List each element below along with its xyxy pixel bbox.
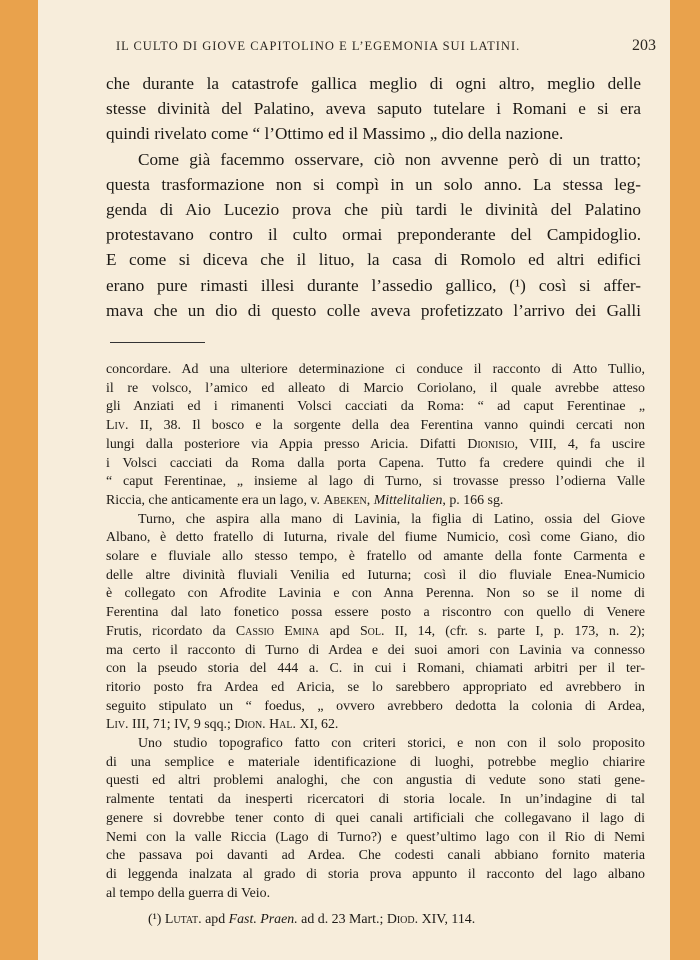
note-line: questi ed altri problemi analoghi, che con angustia di vedute sono stati gene- bbox=[106, 773, 645, 789]
citation-author: Cassio Emina bbox=[235, 623, 320, 639]
note-line: Riccia, che anticamente era un lago, v. Abeken, Mittelitalien, p. 166 sg. bbox=[106, 492, 504, 508]
running-title: IL CULTO DI GIOVE CAPITOLINO E L’EGEMONIA SUI LATINI. bbox=[116, 39, 521, 53]
note-line: al tempo della guerra di Veio. bbox=[106, 885, 271, 901]
note-line: è collegato con Afrodite Lavinia e con Anna Perenna. Non so se il nome di bbox=[106, 586, 645, 602]
note-line: seguito stipulato un “ foedus, „ ovvero avrebbero dedotta la colonia di Ardea, bbox=[106, 698, 645, 714]
note-line: con la pseudo storia del 444 a. C. in cui i Romani, chiamati arbitri per il ter- bbox=[106, 661, 645, 677]
note-line: di leggenda inalzata al grado di storia prova appunto il racconto del lago albano bbox=[106, 866, 645, 882]
note-line: Turno, che aspira alla mano di Lavinia, la figlia di Latino, ossia del Giove bbox=[138, 511, 645, 527]
note-line: Albano, è detto fratello di Iuturna, rivale del fiume Numicio, così come Giano, dio bbox=[106, 530, 645, 546]
main-line: E come si diceva che il lituo, la casa di Romolo ed altri edifici bbox=[106, 250, 641, 270]
main-line: mava che un dio di questo colle aveva profetizzato l’arrivo dei Galli bbox=[106, 300, 641, 320]
note-line: concordare. Ad una ulteriore determinazione ci conduce il racconto di Atto Tullio, bbox=[106, 362, 645, 377]
note-line: ralmente tentati da inesperti ricercatori di storia locale. In un’indagine di tal bbox=[106, 792, 645, 808]
note-line: ritorio posto fra Ardea ed Aricia, se lo sarebbero appropriato ed avrebbero in bbox=[106, 679, 645, 695]
note-line: il re volsco, l’amico ed alleato di Marcio Coriolano, il quale avrebbe atteso bbox=[106, 380, 645, 396]
main-line: erano pure rimasti illesi durante l’assedio gallico, (¹) così si affer- bbox=[106, 275, 641, 295]
running-header bbox=[116, 37, 656, 55]
main-line: Come già facemmo osservare, ciò non avvenne però di un tratto; bbox=[138, 149, 641, 169]
notes-block bbox=[106, 361, 645, 903]
note-line: Uno studio topografico fatto con criteri storici, e non con il solo proposito bbox=[138, 736, 645, 752]
note-line: che passava poi davanti ad Ardea. Che codesti canali abbiano fornito materia bbox=[106, 848, 645, 864]
main-line: questa trasformazione non si compì in un solo anno. La stessa leg- bbox=[106, 174, 641, 194]
note-line: gli Anziati ed i rimanenti Volsci cacciati da Roma: “ ad caput Ferentinae „ bbox=[106, 399, 645, 415]
footnote: (¹) Lutat. apd Fast. Praen. ad d. 23 Mart.; Diod. XIV, 114. bbox=[148, 912, 476, 927]
main-line: genda di Aio Lucezio prova che più tardi le divinità del Palatino bbox=[106, 200, 641, 220]
citation-author: Lutat. bbox=[164, 912, 202, 927]
note-line: “ caput Ferentinae, „ insieme al lago di Turno, si trovasse presso l’odierna Valle bbox=[106, 474, 645, 490]
citation-author: Abeken bbox=[323, 492, 367, 508]
note-line: Ferentina dal lato fonetico possa essere posto a riscontro con quello di Venere bbox=[106, 605, 645, 621]
main-line: quindi rivelato come “ l’Ottimo ed il Massimo „ dio della nazione. bbox=[106, 124, 564, 144]
main-line: stesse divinità del Palatino, aveva saputo tutelare i Romani e si era bbox=[106, 99, 641, 119]
note-line: di una semplice e materiale identificazione di luoghi, potrebbe meglio chiarire bbox=[106, 754, 645, 770]
note-line: Nemi con la valle Riccia (Lago di Turno?) e quest’ultimo lago con il Rio di Nemi bbox=[106, 829, 645, 845]
citation-author: Dion. Hal. bbox=[234, 717, 296, 733]
main-text bbox=[106, 71, 641, 323]
citation-work: Mittelitalien bbox=[373, 492, 443, 508]
note-line: solare e fluviale allo stesso tempo, è fratello od amante della fonte Carmenta e bbox=[106, 549, 645, 565]
footnote-marker: (¹) bbox=[148, 912, 165, 927]
note-line: Liv. II, 38. Il bosco e la sorgente della dea Ferentina vanno quindi cercati non bbox=[106, 418, 645, 434]
citation-work: Fast. Praen. bbox=[228, 912, 298, 927]
main-line: che durante la catastrofe gallica meglio di ogni altro, meglio delle bbox=[106, 74, 641, 93]
page-number: 203 bbox=[632, 37, 656, 54]
footnote-separator bbox=[110, 342, 205, 343]
citation-author: Diod. bbox=[386, 912, 419, 927]
note-line: Frutis, ricordato da Cassio Emina apd Sol. II, 14, (cfr. s. parte I, p. 173, n. 2); bbox=[106, 623, 645, 639]
citation-author: Liv. bbox=[106, 418, 129, 434]
main-line: protestavano contro il culto ormai preponderante del Campidoglio. bbox=[106, 225, 641, 245]
book-page bbox=[38, 0, 670, 960]
citation-author: Sol. bbox=[359, 623, 385, 639]
note-line: delle altre divinità fluviali Venilia ed Iuturna; così il dio fluviale Enea-Numicio bbox=[106, 567, 645, 583]
note-line: i Volsci cacciati da Roma dalla porta Capena. Tutto fa credere quindi che il bbox=[106, 455, 645, 471]
note-line: ma certo il racconto di Turno di Ardea e dei suoi amori con Lavinia va connesso bbox=[106, 642, 645, 658]
note-line: Liv. III, 71; IV, 9 sqq.; Dion. Hal. XI, 62. bbox=[106, 717, 339, 733]
citation-author: Liv. bbox=[106, 717, 129, 733]
note-line: genere si dovrebbe tener conto di quei canali artificiali che collegavano il lago di bbox=[106, 810, 645, 826]
note-line: lungi dalla posteriore via Appia presso Aricia. Difatti Dionisio, VIII, 4, fa uscire bbox=[106, 436, 645, 452]
citation-author: Dionisio bbox=[467, 436, 515, 452]
